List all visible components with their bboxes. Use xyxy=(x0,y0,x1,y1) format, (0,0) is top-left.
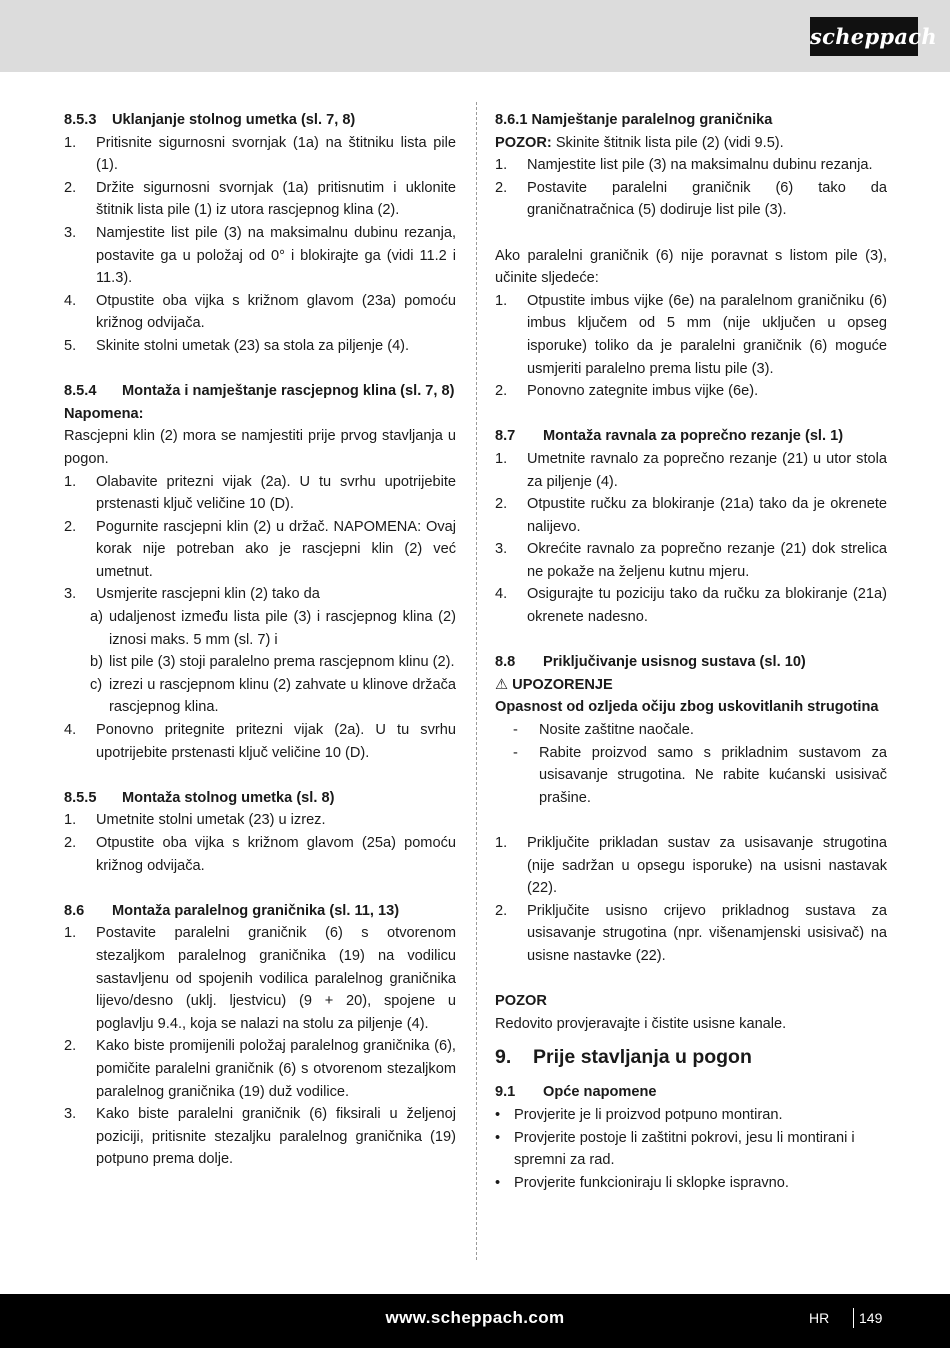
dash-item: - Rabite proizvod samo s prikladnim sustavom za usisavanje strugotina. Ne rabite kućanski usisivač prašine. xyxy=(513,744,887,806)
header-band xyxy=(0,0,950,72)
footer-separator xyxy=(853,1308,854,1328)
bullet-item: • Provjerite je li proizvod potpuno montiran. xyxy=(495,1106,783,1123)
list-item: 2. Ponovno zategnite imbus vijke (6e). xyxy=(495,383,759,400)
section-heading-8-5-3: 8.5.3 Uklanjanje stolnog umetka (sl. 7, 8) xyxy=(64,112,356,128)
danger-text: Opasnost od ozljeda očiju zbog uskovitlanih strugotina xyxy=(495,699,879,716)
pozor-line: POZOR: Skinite štitnik lista pile (2) (vidi 9.5). xyxy=(495,134,784,151)
note-text: Rascjepni klin (2) mora se namjestiti prije prvog stavljanja u pogon. xyxy=(64,428,456,467)
chapter-heading-9: 9. Prije stavljanja u pogon xyxy=(495,1046,752,1069)
list-item: 5. Skinite stolni umetak (23) sa stola za piljenje (4). xyxy=(64,337,410,354)
sub-list-item: b) list pile (3) stoji paralelno prema rascjepnom klinu (2). xyxy=(90,654,455,671)
list-item: 2. Postavite paralelni graničnik (6) tako da graničnatračnica (5) dodiruje list pile (3). xyxy=(495,179,887,219)
section-heading-8-6: 8.6 Montaža paralelnog graničnika (sl. 11, 13) xyxy=(64,902,400,919)
list-item: 3. Okrećite ravnalo za poprečno rezanje (21) dok strelica ne pokaže na željenu kutnu mjeru. xyxy=(495,541,887,580)
scheppach-logo: scheppach xyxy=(810,17,918,56)
list-item: 4. Osigurajte tu poziciju tako da ručku za blokiranje (21a) okrenete nadesno. xyxy=(495,586,887,626)
section-heading-8-6-1: 8.6.1 Namještanje paralelnog graničnika xyxy=(495,112,773,128)
right-column xyxy=(495,109,887,1194)
column-divider xyxy=(476,102,477,1260)
footer-bar xyxy=(0,1294,950,1348)
language-code: HR xyxy=(809,1310,830,1326)
list-item: 1. Priključite prikladan sustav za usisavanje strugotina (nije sadržan u opsegu isporuke) na usisni nastavak (22). xyxy=(495,835,887,897)
dash-item: - Nosite zaštitne naočale. xyxy=(513,722,694,739)
list-item: 2. Otpustite ručku za blokiranje (21a) tako da je okrenete nalijevo. xyxy=(495,496,887,535)
list-item: 1. Olabavite pritezni vijak (2a). U tu svrhu upotrijebite prstenasti ključ veličine 10 (D). xyxy=(64,473,456,513)
list-item: 1. Postavite paralelni graničnik (6) s otvorenom stezaljkom paralelnog graničnika (19) na vodilicu sastavljenu od spojenih vodilica paralelnog graničnika lijevo/desno (uklj. ljestvicu) (9 + 20), spojene u poglavlju 9.4., koja se nalazi na stolu za piljenje (4). xyxy=(64,925,456,1032)
note-label: Napomena: xyxy=(64,405,144,422)
list-item: 2. Otpustite oba vijka s križnom glavom (25a) pomoću križnog odvijača. xyxy=(64,835,456,874)
warning-line: ⚠ UPOZORENJE xyxy=(495,676,613,693)
list-item: 4. Ponovno pritegnite pritezni vijak (2a). U tu svrhu upotrijebite prstenasti ključ veličine 10 (D). xyxy=(64,722,456,761)
warning-triangle-icon: ⚠ xyxy=(495,676,509,693)
paragraph: Ako paralelni graničnik (6) nije poravnat s listom pile (3), učinite sljedeće: xyxy=(495,247,887,287)
list-item: 1. Umetnite stolni umetak (23) u izrez. xyxy=(64,812,326,829)
section-heading-8-5-5: 8.5.5 Montaža stolnog umetka (sl. 8) xyxy=(64,789,335,806)
sub-list-item: c) izrezi u rascjepnom klinu (2) zahvate u klinove držača rascjepnog klina. xyxy=(90,676,456,716)
list-item: 1. Otpustite imbus vijke (6e) na paralelnom graničniku (6) imbus ključem od 5 mm (nije uključen u opseg isporuke) toliko da je paralelni graničnik (6) moguće usmjeriti paralelno prema listu pile (3). xyxy=(495,292,887,377)
page-number: 149 xyxy=(859,1310,883,1326)
section-heading-9-1: 9.1 Opće napomene xyxy=(495,1084,657,1101)
list-item: 2. Pogurnite rascjepni klin (2) u držač. NAPOMENA: Ovaj korak nije potreban ako je rascjepni klin (2) već umetnut. xyxy=(64,518,456,580)
left-column xyxy=(64,109,456,1171)
pozor-text: Redovito provjeravajte i čistite usisne kanale. xyxy=(495,1015,787,1032)
list-item: 1. Pritisnite sigurnosni svornjak (1a) na štitniku lista pile (1). xyxy=(64,134,456,174)
section-heading-8-8: 8.8 Priključivanje usisnog sustava (sl. 10) xyxy=(495,654,806,671)
sub-list-item: a) udaljenost između lista pile (3) i rascjepnog klina (2) iznosi maks. 5 mm (sl. 7) i xyxy=(90,609,456,648)
bullet-item: • Provjerite postoje li zaštitni pokrovi, jesu li montirani i spremni za rad. xyxy=(495,1129,855,1169)
pozor-heading: POZOR xyxy=(495,993,547,1010)
list-item: 2. Držite sigurnosni svornjak (1a) pritisnutim i uklonite štitnik lista pile (1) iz utora rascjepnog klina (2). xyxy=(64,179,456,219)
section-heading-8-7: 8.7 Montaža ravnala za poprečno rezanje (sl. 1) xyxy=(495,428,844,445)
list-item: 4. Otpustite oba vijka s križnom glavom (23a) pomoću križnog odvijača. xyxy=(64,292,456,332)
footer-url[interactable]: www.scheppach.com xyxy=(385,1308,565,1327)
bullet-item: • Provjerite funkcioniraju li sklopke ispravno. xyxy=(495,1174,789,1191)
list-item: 3. Usmjerite rascjepni klin (2) tako da xyxy=(64,586,320,603)
list-item: 1. Namjestite list pile (3) na maksimalnu dubinu rezanja. xyxy=(495,157,873,174)
section-heading-8-5-4: 8.5.4 Montaža i namještanje rascjepnog klina (sl. 7, 8) xyxy=(64,383,455,400)
list-item: 2. Priključite usisno crijevo prikladnog sustava za usisavanje strugotina (npr. višenamjenski usisivač) na usisne nastavke (22). xyxy=(495,902,887,964)
list-item: 3. Namjestite list pile (3) na maksimalnu dubinu rezanja, postavite ga u položaj od 0° i blokirajte ga (vidi 11.2 i 11.3). xyxy=(64,224,456,287)
list-item: 3. Kako biste paralelni graničnik (6) fiksirali u željenoj poziciji, pritisnite stezaljku paralelnog graničnika (19) potpuno prema dolje. xyxy=(64,1106,456,1168)
list-item: 2. Kako biste promijenili položaj paralelnog graničnika (6), pomičite paralelni graničnik (6) s otvorenom stezaljkom paralelnog graničnika (19) duž vodilice. xyxy=(64,1038,456,1100)
list-item: 1. Umetnite ravnalo za poprečno rezanje (21) u utor stola za piljenje (4). xyxy=(495,450,887,490)
